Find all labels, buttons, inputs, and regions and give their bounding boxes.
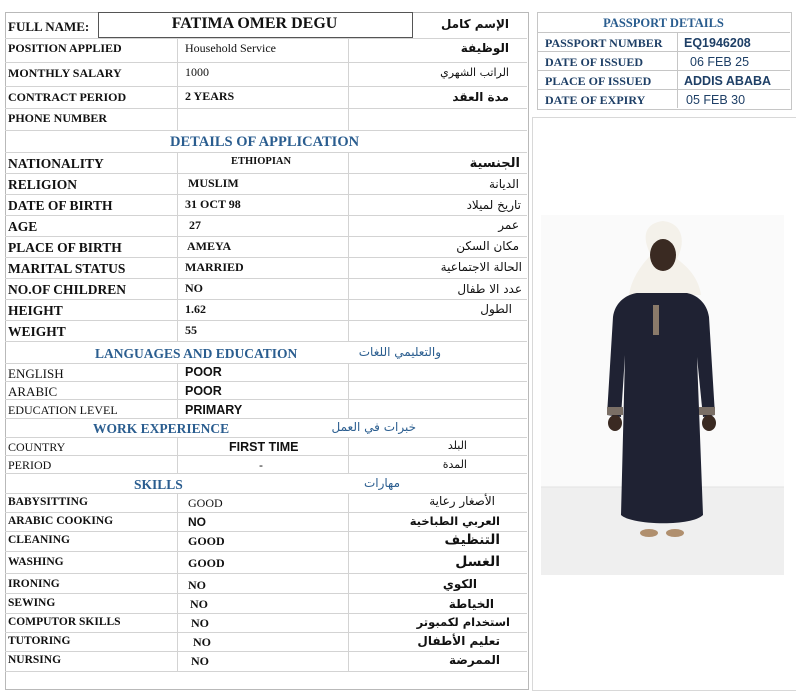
languages-title-arabic: والتعليمي اللغات bbox=[358, 345, 441, 359]
date-issued-label: DATE OF ISSUED bbox=[545, 55, 644, 69]
country-label: COUNTRY bbox=[8, 440, 66, 454]
arabic-label: ARABIC bbox=[8, 384, 58, 399]
computer-skills-value: NO bbox=[191, 616, 209, 630]
marital-label: MARITAL STATUS bbox=[8, 261, 126, 276]
dob-arabic: تاريخ لميلاد bbox=[466, 198, 521, 212]
full-name-value: FATIMA OMER DEGU bbox=[171, 15, 338, 32]
work-title-row bbox=[5, 418, 527, 438]
position-label: POSITION APPLIED bbox=[8, 41, 122, 55]
education-label: EDUCATION LEVEL bbox=[8, 403, 118, 417]
place-issued-value: ADDIS ABABA bbox=[684, 74, 772, 88]
nationality-arabic: الجنسية bbox=[469, 156, 520, 171]
dob-label: DATE OF BIRTH bbox=[8, 198, 113, 213]
weight-value: 55 bbox=[185, 323, 197, 337]
column-divider bbox=[177, 493, 178, 671]
marital-value: MARRIED bbox=[185, 260, 244, 274]
cleaning-arabic: التنظيف bbox=[444, 532, 500, 548]
religion-arabic: الديانة bbox=[488, 177, 519, 191]
sewing-arabic: الخياطة bbox=[448, 597, 494, 611]
nursing-arabic: الممرضة bbox=[448, 653, 500, 667]
nationality-label: NATIONALITY bbox=[8, 156, 104, 171]
date-expiry-label: DATE OF EXPIRY bbox=[545, 93, 646, 107]
age-label: AGE bbox=[8, 219, 38, 234]
nursing-value: NO bbox=[191, 654, 209, 668]
height-arabic: الطول bbox=[480, 302, 512, 316]
education-value: PRIMARY bbox=[185, 403, 243, 417]
column-divider bbox=[177, 152, 178, 341]
washing-label: WASHING bbox=[8, 556, 64, 568]
details-title: DETAILS OF APPLICATION bbox=[170, 134, 360, 150]
washing-value: GOOD bbox=[188, 556, 225, 570]
period-value: - bbox=[259, 458, 263, 472]
sewing-value: NO bbox=[190, 597, 208, 611]
contract-label: CONTRACT PERIOD bbox=[8, 90, 127, 104]
country-value: FIRST TIME bbox=[229, 440, 299, 454]
applicant-photo bbox=[541, 215, 784, 575]
passport-divider bbox=[537, 32, 790, 33]
passport-divider bbox=[537, 70, 790, 71]
babysitting-value: GOOD bbox=[188, 496, 223, 510]
country-arabic: البلد bbox=[447, 439, 467, 452]
date-issued-value: 06 FEB 25 bbox=[690, 55, 750, 69]
language-row bbox=[5, 381, 527, 400]
ironing-label: IRONING bbox=[8, 578, 60, 590]
passport-title: PASSPORT DETAILS bbox=[603, 16, 724, 30]
cleaning-value: GOOD bbox=[188, 534, 225, 548]
nationality-value: ETHIOPIAN bbox=[231, 156, 292, 167]
english-label: ENGLISH bbox=[8, 366, 64, 381]
pob-value: AMEYA bbox=[187, 239, 232, 253]
salary-arabic: الراتب الشهري bbox=[440, 66, 509, 79]
height-value: 1.62 bbox=[185, 302, 206, 316]
column-divider bbox=[177, 363, 178, 418]
column-divider bbox=[348, 152, 349, 341]
date-expiry-value: 05 FEB 30 bbox=[686, 93, 746, 107]
tutoring-label: TUTORING bbox=[8, 635, 71, 647]
children-label: NO.OF CHILDREN bbox=[8, 282, 127, 297]
marital-arabic: الحالة الاجتماعية bbox=[440, 260, 522, 274]
details-row bbox=[5, 173, 527, 195]
babysitting-arabic: الأصغار رعاية bbox=[429, 494, 495, 508]
place-issued-label: PLACE OF ISSUED bbox=[545, 74, 652, 88]
english-value: POOR bbox=[185, 365, 222, 379]
details-row bbox=[5, 299, 527, 321]
skill-row bbox=[5, 551, 527, 574]
arabic-cooking-label: ARABIC COOKING bbox=[8, 515, 114, 527]
contract-arabic: مدة العقد bbox=[452, 90, 509, 104]
religion-label: RELIGION bbox=[8, 177, 78, 192]
arabic-cooking-arabic: العربي الطباخية bbox=[409, 514, 500, 528]
pob-arabic: مكان السكن bbox=[456, 239, 519, 253]
work-title: WORK EXPERIENCE bbox=[93, 421, 230, 436]
height-label: HEIGHT bbox=[8, 303, 63, 318]
children-arabic: عدد الا طفال bbox=[457, 282, 522, 296]
phone-label: PHONE NUMBER bbox=[8, 111, 107, 125]
nursing-label: NURSING bbox=[8, 654, 62, 666]
tutoring-arabic: تعليم الأطفال bbox=[417, 634, 500, 648]
salary-value: 1000 bbox=[185, 65, 209, 79]
period-label: PERIOD bbox=[8, 458, 52, 472]
skills-title-row bbox=[5, 473, 527, 494]
column-divider bbox=[348, 493, 349, 671]
weight-label: WEIGHT bbox=[8, 324, 66, 339]
age-value: 27 bbox=[189, 218, 201, 232]
column-divider bbox=[348, 437, 349, 473]
ironing-arabic: الكوي bbox=[442, 577, 477, 591]
language-row bbox=[5, 363, 527, 382]
pob-label: PLACE OF BIRTH bbox=[8, 240, 122, 255]
passport-column-divider bbox=[677, 32, 678, 108]
computer-skills-label: COMPUTOR SKILLS bbox=[8, 616, 121, 628]
computer-skills-arabic: استخدام لكمبوتر bbox=[416, 615, 510, 629]
full-name-arabic: الإسم كامل bbox=[440, 17, 509, 31]
passport-divider bbox=[537, 89, 790, 90]
details-row bbox=[5, 320, 527, 342]
column-divider bbox=[348, 363, 349, 418]
cleaning-label: CLEANING bbox=[8, 534, 70, 546]
age-arabic: عمر bbox=[498, 218, 519, 232]
arabic-cooking-value: NO bbox=[188, 515, 206, 529]
religion-value: MUSLIM bbox=[188, 176, 239, 190]
column-divider bbox=[177, 437, 178, 473]
passport-number-value: EQ1946208 bbox=[684, 36, 751, 50]
tutoring-value: NO bbox=[193, 635, 211, 649]
skills-title: SKILLS bbox=[134, 477, 183, 492]
column-divider bbox=[177, 38, 178, 130]
passport-divider bbox=[537, 51, 790, 52]
passport-number-label: PASSPORT NUMBER bbox=[545, 36, 663, 50]
sewing-label: SEWING bbox=[8, 597, 56, 609]
ironing-value: NO bbox=[188, 578, 206, 592]
full-name-label: FULL NAME: bbox=[8, 19, 90, 34]
babysitting-label: BABYSITTING bbox=[8, 496, 88, 508]
work-title-arabic: خبرات في العمل bbox=[331, 420, 416, 434]
position-arabic: الوظيفة bbox=[460, 41, 509, 55]
arabic-value: POOR bbox=[185, 384, 222, 398]
skills-title-arabic: مهارات bbox=[363, 476, 400, 490]
dob-value: 31 OCT 98 bbox=[185, 197, 241, 211]
period-arabic: المدة bbox=[442, 458, 467, 471]
languages-title: LANGUAGES AND EDUCATION bbox=[95, 346, 298, 361]
salary-label: MONTHLY SALARY bbox=[8, 66, 122, 80]
children-value: NO bbox=[185, 281, 203, 295]
washing-arabic: الغسل bbox=[455, 554, 500, 570]
column-divider bbox=[348, 38, 349, 130]
details-row bbox=[5, 215, 527, 237]
position-value: Household Service bbox=[185, 41, 276, 55]
contract-value: 2 YEARS bbox=[185, 89, 235, 103]
